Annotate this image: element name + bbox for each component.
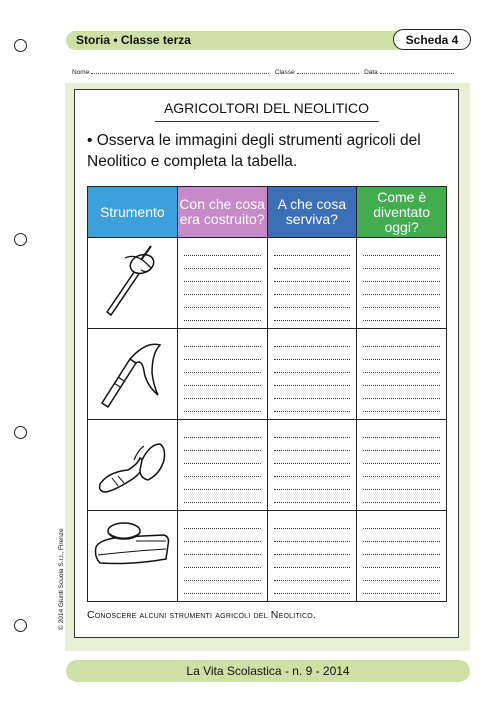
answer-cell[interactable]	[357, 511, 447, 602]
col-header-use: A che cosa serviva?	[267, 187, 357, 238]
table-row	[88, 329, 447, 420]
answer-cell[interactable]	[267, 329, 357, 420]
header-bar	[66, 31, 470, 50]
answer-cell[interactable]	[177, 329, 267, 420]
worksheet-frame	[65, 83, 470, 651]
binder-hole	[14, 619, 27, 632]
grinding-stone-icon	[92, 511, 172, 571]
binder-hole	[14, 39, 27, 52]
instruction-text: • Osserva le immagini degli strumenti agricoli del Neolitico e completa la tabella.	[87, 132, 421, 170]
title-underline	[155, 121, 379, 122]
name-field[interactable]	[91, 68, 269, 74]
sickle-icon	[94, 329, 170, 409]
spindle-icon	[97, 238, 167, 318]
answer-cell[interactable]	[357, 420, 447, 511]
answer-cell[interactable]	[357, 329, 447, 420]
class-field[interactable]	[297, 68, 359, 74]
binder-hole	[14, 426, 27, 439]
answer-cell[interactable]	[267, 511, 357, 602]
footer-bar	[66, 660, 470, 682]
subject-label: Storia • Classe terza	[76, 33, 191, 47]
tools-table	[87, 186, 447, 602]
table-row	[88, 511, 447, 602]
table-row	[88, 238, 447, 329]
col-header-tool: Strumento	[88, 187, 178, 238]
tool-cell	[88, 511, 178, 602]
worksheet-panel	[74, 89, 459, 638]
learning-objective: Conoscere alcuni strumenti agricoli del Neolitico.	[87, 609, 316, 621]
page-title: AGRICOLTORI DEL NEOLITICO	[163, 100, 370, 116]
magazine-label: La Vita Scolastica - n. 9 - 2014	[186, 664, 350, 678]
col-header-material: Con che cosa era costruito?	[177, 187, 267, 238]
sheet-number: Scheda 4	[393, 29, 471, 50]
answer-cell[interactable]	[177, 238, 267, 329]
tool-cell	[88, 238, 178, 329]
answer-cell[interactable]	[267, 420, 357, 511]
answer-cell[interactable]	[177, 511, 267, 602]
table-row	[88, 420, 447, 511]
answer-cell[interactable]	[267, 238, 357, 329]
col-header-today: Come è diventato oggi?	[357, 187, 447, 238]
date-label: Data	[364, 69, 378, 76]
binder-hole	[14, 233, 27, 246]
date-field[interactable]	[380, 68, 454, 74]
name-label: Nome	[72, 69, 90, 76]
hoe-icon	[94, 420, 170, 500]
class-label: Classe	[274, 69, 295, 76]
answer-cell[interactable]	[177, 420, 267, 511]
tool-cell	[88, 329, 178, 420]
copyright-text: © 2014 Giunti Scuola S.r.l., Firenze	[58, 528, 65, 630]
answer-cell[interactable]	[357, 238, 447, 329]
student-fields	[72, 68, 468, 76]
tool-cell	[88, 420, 178, 511]
